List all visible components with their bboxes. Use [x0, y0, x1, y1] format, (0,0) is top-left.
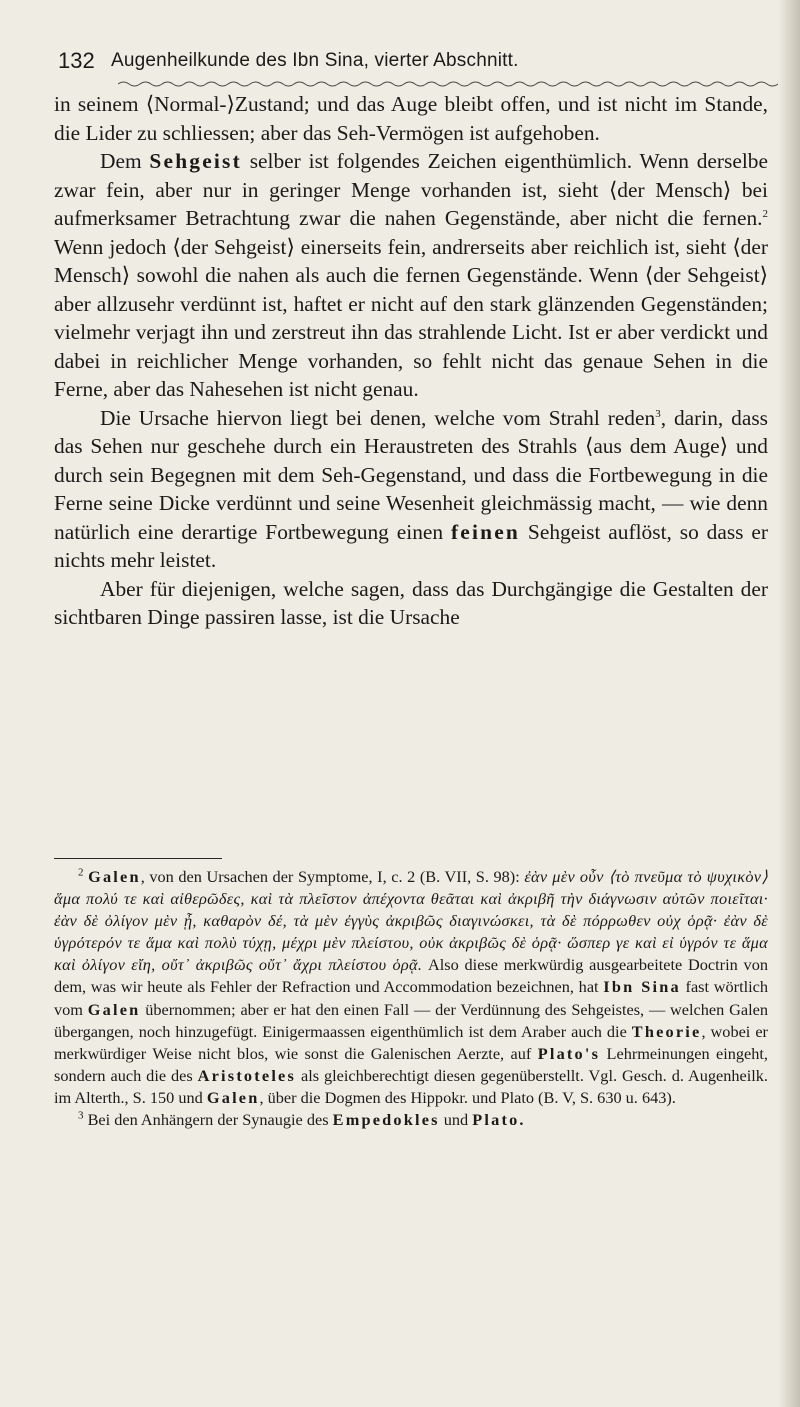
- main-text: [54, 90, 768, 632]
- footnotes: [54, 866, 768, 1131]
- footnote-2-text-f: als gleichberechtigt diesen gegenüberstellt. Vgl. Gesch. d. Augenheilk. im Alterth., S. 150 und: [54, 1065, 768, 1107]
- footnote-ref-3[interactable]: 3: [655, 407, 661, 420]
- footnote-3-text-a: Bei den Anhängern der Synaugie des: [83, 1110, 333, 1130]
- footnote-2-text-c: übernommen; aber er hat den einen Fall — der Verdünnung des Sehgeistes, — welchen Galen übergangen, noch hinzugefügt. Einigermaassen eigenthümlich ist dem Araber auch die: [54, 999, 768, 1041]
- p2-text-a: Dem: [100, 149, 150, 173]
- footnote-ref-2[interactable]: 2: [762, 207, 768, 220]
- footnote-2-text-d: , wobei er merkwürdiger Weise nicht blos, wie sonst die Galenischen Aerzte, auf: [54, 1021, 768, 1063]
- p3-text-c: Sehgeist auflöst, so dass er nichts mehr leistet.: [54, 519, 768, 572]
- footnote-2-name-aristoteles: Aristoteles: [197, 1065, 297, 1085]
- paragraph-2: [54, 147, 768, 404]
- footnote-2-text-b: fast wörtlich vom: [54, 977, 769, 1019]
- footnote-2-greek-quote: ἐὰν μὲν οὖν ⟨τὸ πνεῦμα τὸ ψυχικὸν⟩ ἅμα πολύ τε καὶ αἰθερῶδες, καὶ τὰ πλεῖστον ἀπέχοντα θεᾶται καὶ ἀκριβῆ τὴν διάγνωσιν αὐτῶν ποιεῖται· ἐὰν δὲ ὀλίγον μὲν ᾖ, καθαρὸν δέ, τὰ μὲν ἐγγὺς ἀκριβῶς διαγινώσκει, τὰ δὲ πόρρωθεν οὐχ ὁρᾷ· ἐὰν δὲ ὑγρότερόν τε ἅμα καὶ πολὺ τύχῃ, μέχρι μὲν πλείστου, οὐκ ἀκριβῶς δὲ ὁρᾷ· ὥσπερ γε καὶ εἰ ὑγρόν τε ἅμα καὶ ὀλίγον εἴη, οὔτ᾽ ἀκριβῶς οὔτ᾽ ἄχρι πλείστου ὁρᾷ.: [54, 867, 768, 975]
- footnote-3: [54, 1109, 768, 1131]
- footnote-2-name-galen-2: Galen: [206, 1087, 260, 1107]
- footnote-2-author: Galen: [88, 867, 141, 886]
- p3-text-a: Die Ursache hiervon liegt bei denen, welche vom Strahl reden: [100, 405, 656, 430]
- footnote-3-name-plato: Plato.: [472, 1110, 526, 1130]
- footnote-2-text-g: , über die Dogmen des Hippokr. und Plato (B. V, S. 630 u. 643).: [259, 1087, 676, 1107]
- footnote-3-text-b: und: [439, 1110, 473, 1130]
- running-title: Augenheilkunde des Ibn Sina, vierter Abschnitt.: [111, 50, 519, 71]
- footnote-2-text-e: Lehrmeinungen eingeht, sondern auch die des: [54, 1043, 768, 1085]
- page-header: [58, 48, 758, 82]
- footnote-2-name-galen: Galen: [87, 999, 141, 1019]
- p3-text-b: , darin, dass das Sehen nur geschehe durch ein Heraustreten des Strahls ⟨aus dem Auge⟩ und durch sein Begegnen mit dem Seh-Gegenstand, und dass die Fortbewegung in die Ferne seine Dicke verdünnt und seine Wesenheit gleichmässig macht, — wie denn natürlich eine derartige Fortbewegung einen: [54, 405, 768, 544]
- page-number: 132: [58, 48, 95, 73]
- footnote-divider: [54, 858, 222, 859]
- footnote-2: [54, 866, 768, 1109]
- page-edge-shadow: [778, 0, 800, 1407]
- footnote-2-name-plato: Plato's: [537, 1043, 601, 1063]
- p3-emphasis-feinen: feinen: [450, 519, 521, 544]
- paragraph-1: in seinem ⟨Normal-⟩Zustand; und das Auge bleibt offen, und ist nicht im Stande, die Lider zu schliessen; aber das Seh-Vermögen ist aufgehoben.: [54, 92, 768, 145]
- p2-text-c: Wenn jedoch ⟨der Sehgeist⟩ einerseits fein, andrerseits aber reichlich ist, sieht ⟨der Mensch⟩ sowohl die nahen als auch die fernen Gegenstände. Wenn ⟨der Sehgeist⟩ aber allzusehr verdünnt ist, haftet er nicht auf den stark glänzenden Gegenständen; vielmehr verjagt ihn und zerstreut ihn das strahlende Licht. Ist er aber verdickt und dabei in reichlicher Menge vorhanden, so fehlt nicht das genaue Sehen in die Ferne, aber das Nahesehen ist nicht genau.: [54, 234, 768, 401]
- paragraph-3: [54, 404, 768, 575]
- footnote-2-ref: , von den Ursachen der Symptome, I, c. 2 (B. VII, S. 98):: [140, 867, 520, 886]
- footnote-3-mark: 3: [78, 1109, 84, 1122]
- footnote-2-name-ibn-sina: Ibn Sina: [603, 977, 681, 997]
- paragraph-4: Aber für diejenigen, welche sagen, dass das Durchgängige die Gestalten der sichtbaren Dinge passiren lasse, ist die Ursache: [54, 576, 768, 629]
- footnote-2-emphasis-theorie: Theorie: [631, 1021, 702, 1041]
- footnote-3-name-empedokles: Empedokles: [332, 1110, 440, 1130]
- ornamental-wavy-rule: [118, 80, 778, 88]
- footnote-2-mark: 2: [78, 866, 84, 879]
- p2-emphasis-sehgeist: Sehgeist: [149, 149, 242, 173]
- p2-text-b: selber ist folgendes Zeichen eigenthümlich. Wenn derselbe zwar fein, aber nur in geringer Menge vorhanden ist, sieht ⟨der Mensch⟩ bei aufmerksamer Betrachtung zwar die nahen Gegenstände, aber nicht die fernen.: [54, 149, 768, 230]
- footnote-2-text-a: Also diese merkwürdig ausgearbeitete Doctrin von dem, was wir heute als Fehler der Refraction und Accommodation bezeichnen, hat: [54, 955, 768, 997]
